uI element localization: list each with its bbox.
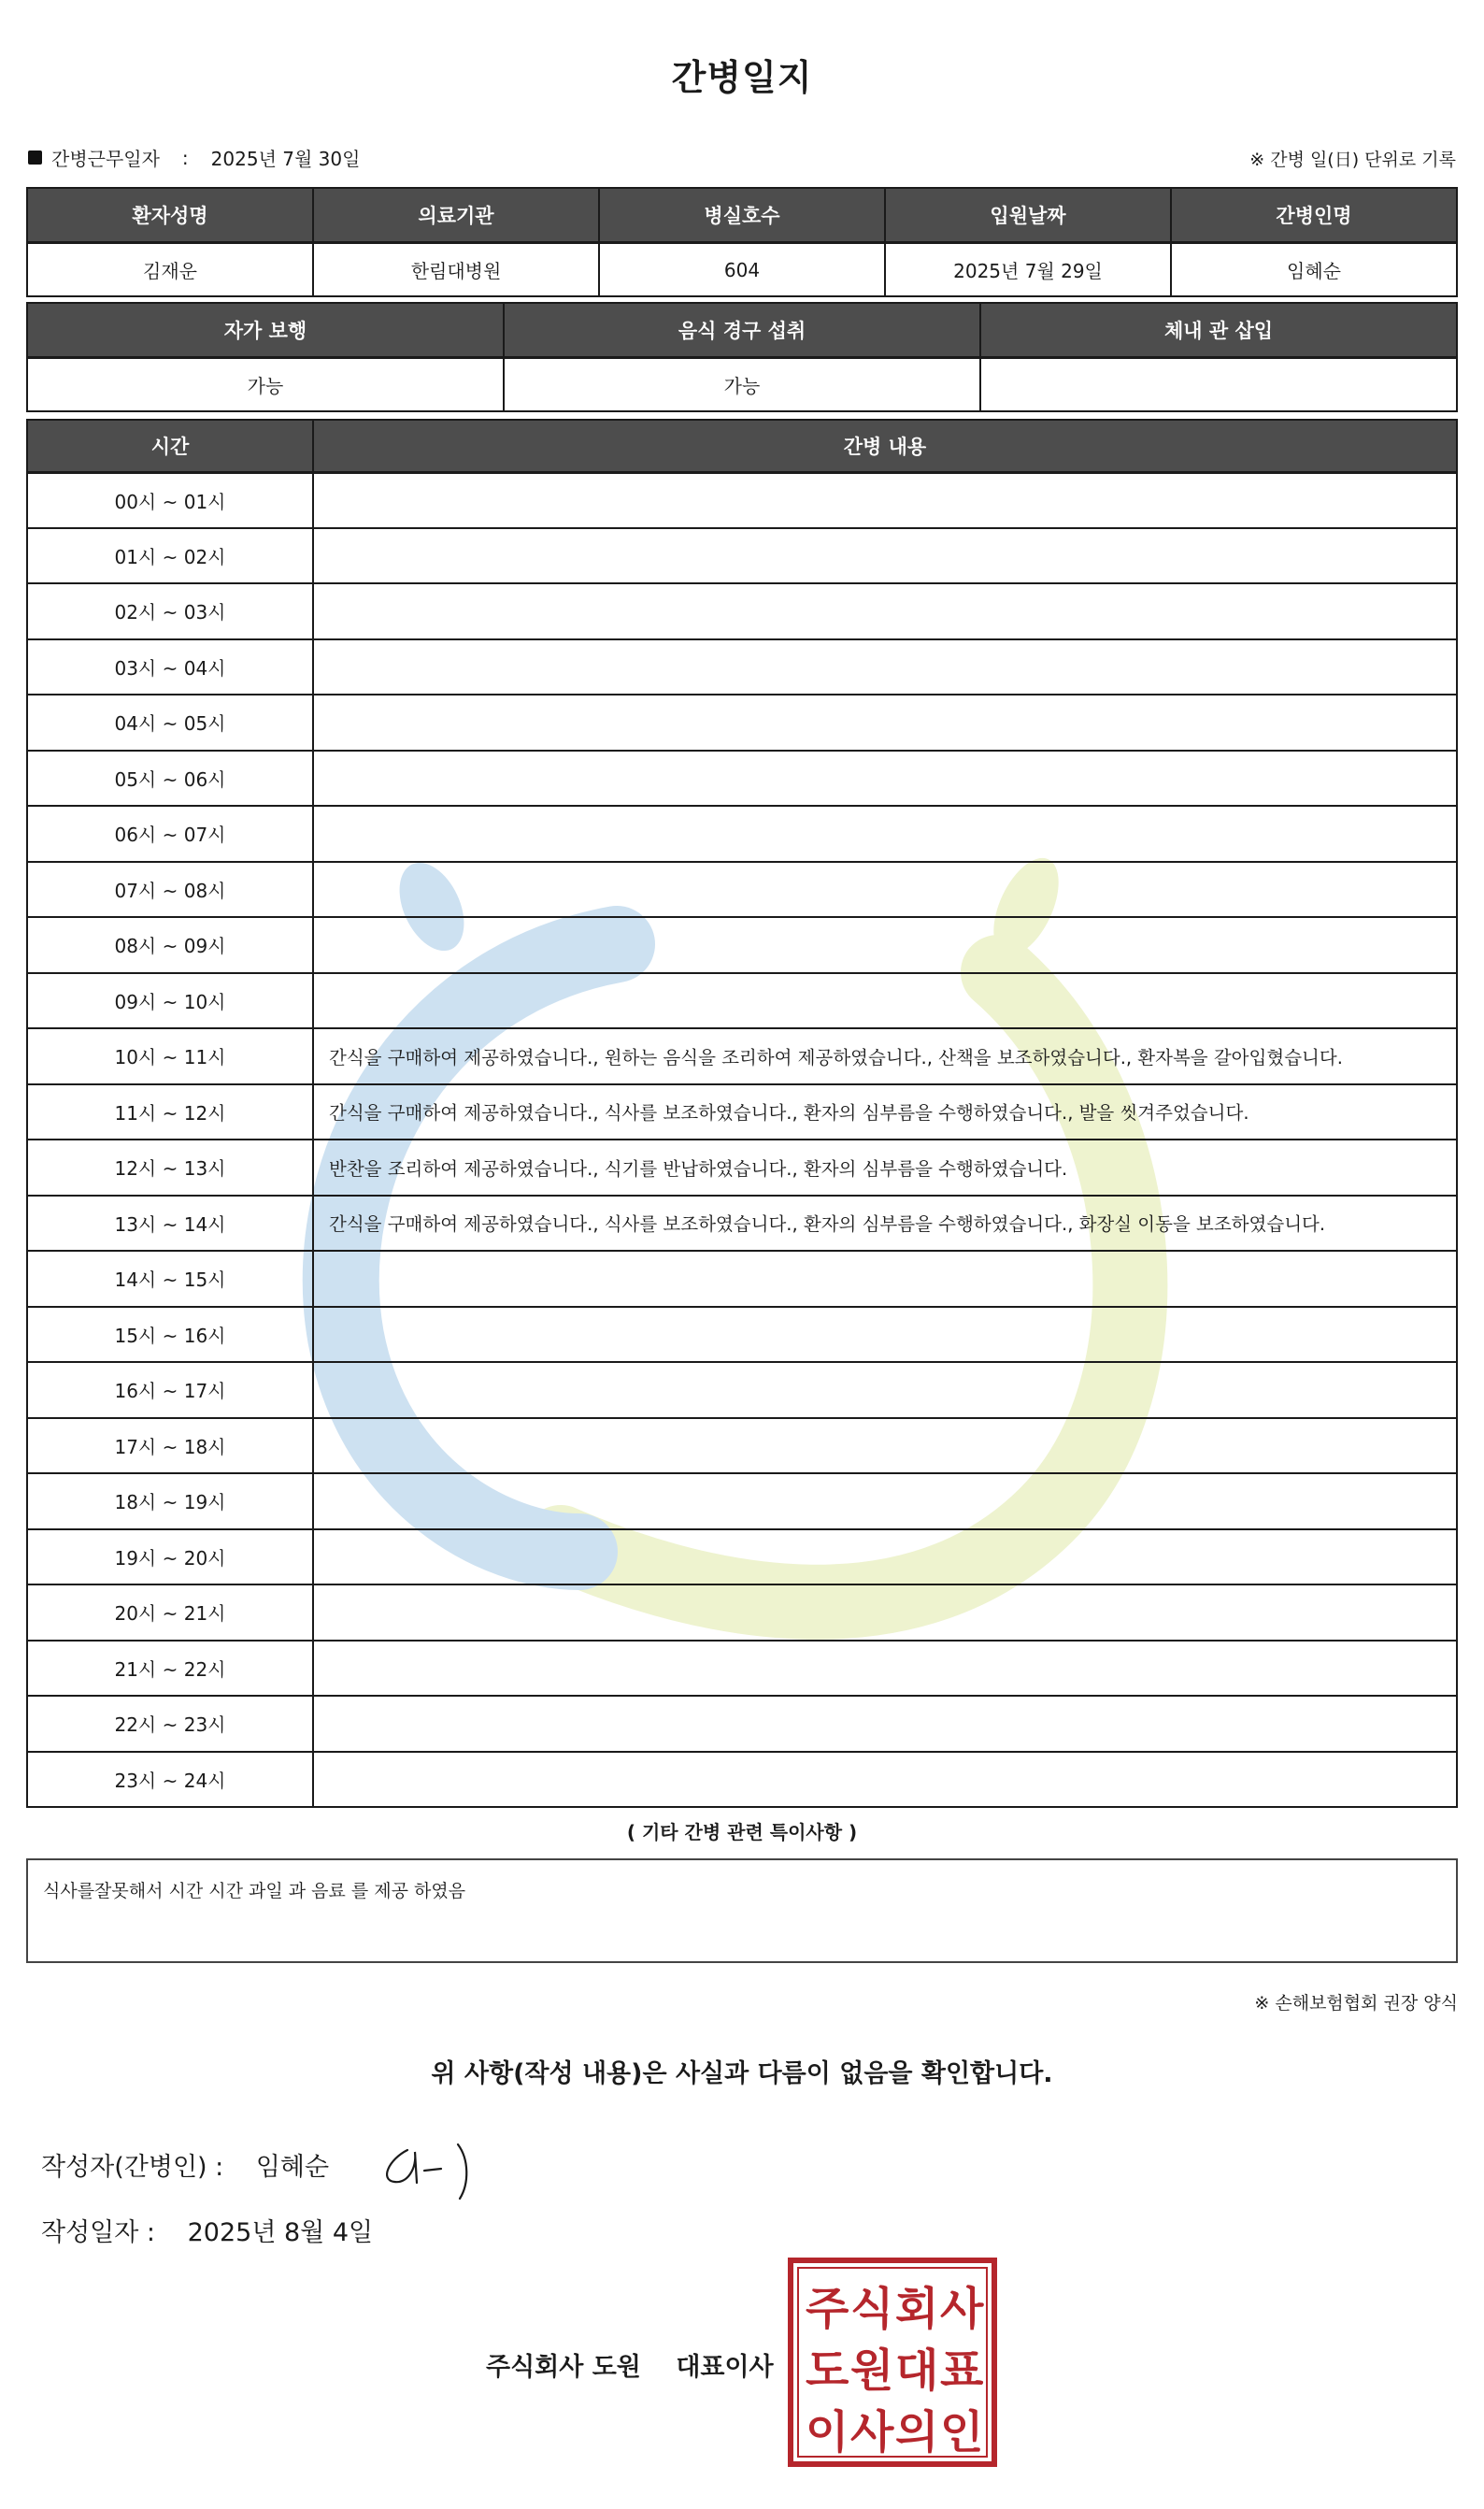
schedule-row — [27, 1084, 1457, 1140]
schedule-time-cell: 20시 ~ 21시 — [27, 1584, 313, 1641]
schedule-time-cell: 00시 ~ 01시 — [27, 472, 313, 528]
schedule-time-cell: 02시 ~ 03시 — [27, 583, 313, 639]
value-patient-name: 김재운 — [27, 243, 313, 297]
schedule-time-cell: 01시 ~ 02시 — [27, 528, 313, 584]
seal-glyph: 식 — [850, 2283, 894, 2335]
written-date-row — [41, 2212, 373, 2248]
schedule-content-cell — [313, 1473, 1457, 1529]
seal-glyph: 인 — [940, 2406, 984, 2459]
seal-glyph: 회 — [895, 2283, 939, 2335]
schedule-time-cell: 19시 ~ 20시 — [27, 1529, 313, 1585]
seal-glyph: 의 — [895, 2406, 939, 2459]
schedule-row — [27, 1641, 1457, 1697]
schedule-time-cell: 06시 ~ 07시 — [27, 806, 313, 862]
header-time: 시간 — [27, 420, 313, 472]
seal-glyph: 사 — [850, 2406, 894, 2459]
schedule-time-cell: 07시 ~ 08시 — [27, 862, 313, 918]
header-patient-name: 환자성명 — [27, 188, 313, 243]
schedule-content-cell — [313, 862, 1457, 918]
notes-box — [26, 1858, 1458, 1963]
schedule-row — [27, 583, 1457, 639]
schedule-row — [27, 1251, 1457, 1307]
work-date-value: 2025년 7월 30일 — [210, 148, 361, 170]
patient-status-table — [26, 302, 1458, 412]
schedule-header-row — [27, 420, 1457, 472]
seal-glyph: 이 — [806, 2406, 849, 2459]
schedule-row — [27, 1473, 1457, 1529]
company-seal-stamp — [787, 2257, 998, 2468]
writer-label: 작성자(간병인) : — [41, 2153, 224, 2182]
notes-title: ( 기타 간병 관련 특이사항 ) — [626, 1821, 858, 1843]
schedule-content-cell: 간식을 구매하여 제공하였습니다., 식사를 보조하였습니다., 환자의 심부름을 수행하였습니다., 발을 씻겨주었습니다. — [313, 1084, 1457, 1140]
schedule-content-cell: 반찬을 조리하여 제공하였습니다., 식기를 반납하였습니다., 환자의 심부름을 수행하였습니다. — [313, 1140, 1457, 1196]
schedule-row — [27, 1584, 1457, 1641]
schedule-time-cell: 10시 ~ 11시 — [27, 1028, 313, 1084]
schedule-content-cell — [313, 1307, 1457, 1363]
schedule-time-cell: 04시 ~ 05시 — [27, 695, 313, 751]
bullet-square-icon — [28, 151, 42, 165]
patient-info-value-row — [27, 243, 1457, 297]
schedule-row — [27, 472, 1457, 528]
schedule-time-cell: 12시 ~ 13시 — [27, 1140, 313, 1196]
schedule-row — [27, 862, 1457, 918]
schedule-content-cell — [313, 1251, 1457, 1307]
writer-name: 임혜순 — [255, 2153, 330, 2182]
schedule-row — [27, 1752, 1457, 1808]
schedule-content-cell — [313, 1418, 1457, 1474]
schedule-time-cell: 16시 ~ 17시 — [27, 1362, 313, 1418]
schedule-time-cell: 08시 ~ 09시 — [27, 917, 313, 973]
seal-glyph: 원 — [850, 2344, 894, 2397]
schedule-time-cell: 23시 ~ 24시 — [27, 1752, 313, 1808]
work-date-colon: : — [181, 146, 189, 169]
unit-note: ※ 간병 일(日) 단위로 기록 — [1249, 150, 1456, 170]
header-hospital: 의료기관 — [313, 188, 599, 243]
schedule-time-cell: 11시 ~ 12시 — [27, 1084, 313, 1140]
header-room-number: 병실호수 — [599, 188, 885, 243]
schedule-row — [27, 1140, 1457, 1196]
value-oral-intake: 가능 — [504, 358, 980, 412]
patient-info-table — [26, 187, 1458, 297]
schedule-content-cell — [313, 1362, 1457, 1418]
schedule-content-cell — [313, 583, 1457, 639]
patient-info-header-row — [27, 188, 1457, 243]
schedule-row — [27, 639, 1457, 695]
schedule-content-cell — [313, 695, 1457, 751]
written-date-value: 2025년 8월 4일 — [187, 2218, 374, 2247]
header-care-content: 간병 내용 — [313, 420, 1457, 472]
schedule-time-cell: 05시 ~ 06시 — [27, 751, 313, 807]
company-representative: 대표이사 — [676, 2353, 774, 2382]
value-admission-date: 2025년 7월 29일 — [885, 243, 1171, 297]
header-admission-date: 입원날짜 — [885, 188, 1171, 243]
schedule-content-cell — [313, 1584, 1457, 1641]
schedule-row — [27, 1529, 1457, 1585]
schedule-row — [27, 695, 1457, 751]
schedule-row — [27, 1028, 1457, 1084]
schedule-time-cell: 21시 ~ 22시 — [27, 1641, 313, 1697]
value-tube-insertion — [980, 358, 1457, 412]
company-name: 주식회사 도원 — [486, 2353, 641, 2382]
handwritten-signature — [379, 2131, 492, 2206]
header-oral-intake: 음식 경구 섭취 — [504, 303, 980, 358]
writer-row — [41, 2146, 329, 2183]
notes-text: 식사를잘못해서 시간 시간 과일 과 음료 를 제공 하였음 — [43, 1881, 466, 1901]
schedule-content-cell: 간식을 구매하여 제공하였습니다., 식사를 보조하였습니다., 환자의 심부름을 수행하였습니다., 화장실 이동을 보조하였습니다. — [313, 1196, 1457, 1252]
schedule-content-cell — [313, 472, 1457, 528]
schedule-row — [27, 1362, 1457, 1418]
header-self-walking: 자가 보행 — [27, 303, 504, 358]
value-hospital: 한림대병원 — [313, 243, 599, 297]
schedule-content-cell — [313, 1529, 1457, 1585]
schedule-time-cell: 03시 ~ 04시 — [27, 639, 313, 695]
patient-status-value-row — [27, 358, 1457, 412]
value-caregiver-name: 임혜순 — [1171, 243, 1457, 297]
schedule-time-cell: 17시 ~ 18시 — [27, 1418, 313, 1474]
work-date-label: 간병근무일자 — [51, 148, 160, 170]
schedule-row — [27, 973, 1457, 1029]
schedule-row — [27, 528, 1457, 584]
value-self-walking: 가능 — [27, 358, 504, 412]
seal-glyph: 사 — [940, 2283, 984, 2335]
schedule-time-cell: 22시 ~ 23시 — [27, 1696, 313, 1752]
schedule-row — [27, 806, 1457, 862]
schedule-content-cell — [313, 1641, 1457, 1697]
seal-glyph: 대 — [895, 2344, 939, 2397]
schedule-content-cell — [313, 528, 1457, 584]
schedule-content-cell: 간식을 구매하여 제공하였습니다., 원하는 음식을 조리하여 제공하였습니다., 산책을 보조하였습니다., 환자복을 갈아입혔습니다. — [313, 1028, 1457, 1084]
header-tube-insertion: 체내 관 삽입 — [980, 303, 1457, 358]
schedule-time-cell: 15시 ~ 16시 — [27, 1307, 313, 1363]
schedule-content-cell — [313, 1696, 1457, 1752]
schedule-content-cell — [313, 751, 1457, 807]
patient-status-header-row — [27, 303, 1457, 358]
schedule-content-cell — [313, 917, 1457, 973]
seal-glyph: 표 — [940, 2344, 984, 2397]
schedule-content-cell — [313, 806, 1457, 862]
schedule-content-cell — [313, 1752, 1457, 1808]
schedule-time-cell: 09시 ~ 10시 — [27, 973, 313, 1029]
schedule-content-cell — [313, 973, 1457, 1029]
schedule-row — [27, 1196, 1457, 1252]
schedule-content-cell — [313, 639, 1457, 695]
value-room-number: 604 — [599, 243, 885, 297]
schedule-row — [27, 1696, 1457, 1752]
schedule-time-cell: 18시 ~ 19시 — [27, 1473, 313, 1529]
seal-glyph: 주 — [806, 2283, 849, 2335]
confirmation-statement: 위 사항(작성 내용)은 사실과 다름이 없음을 확인합니다. — [431, 2059, 1053, 2088]
company-signature-line — [486, 2346, 774, 2383]
schedule-time-cell: 13시 ~ 14시 — [27, 1196, 313, 1252]
schedule-row — [27, 1418, 1457, 1474]
written-date-label: 작성일자 : — [41, 2218, 156, 2247]
schedule-body — [27, 472, 1457, 1807]
schedule-time-cell: 14시 ~ 15시 — [27, 1251, 313, 1307]
seal-glyph: 도 — [806, 2344, 849, 2397]
schedule-row — [27, 1307, 1457, 1363]
work-date-row — [28, 144, 360, 171]
page-title: 간병일지 — [671, 57, 813, 98]
header-caregiver-name: 간병인명 — [1171, 188, 1457, 243]
care-schedule-table — [26, 419, 1458, 1808]
schedule-row — [27, 751, 1457, 807]
schedule-row — [27, 917, 1457, 973]
insurer-note: ※ 손해보험협회 권장 양식 — [1254, 1993, 1458, 2014]
